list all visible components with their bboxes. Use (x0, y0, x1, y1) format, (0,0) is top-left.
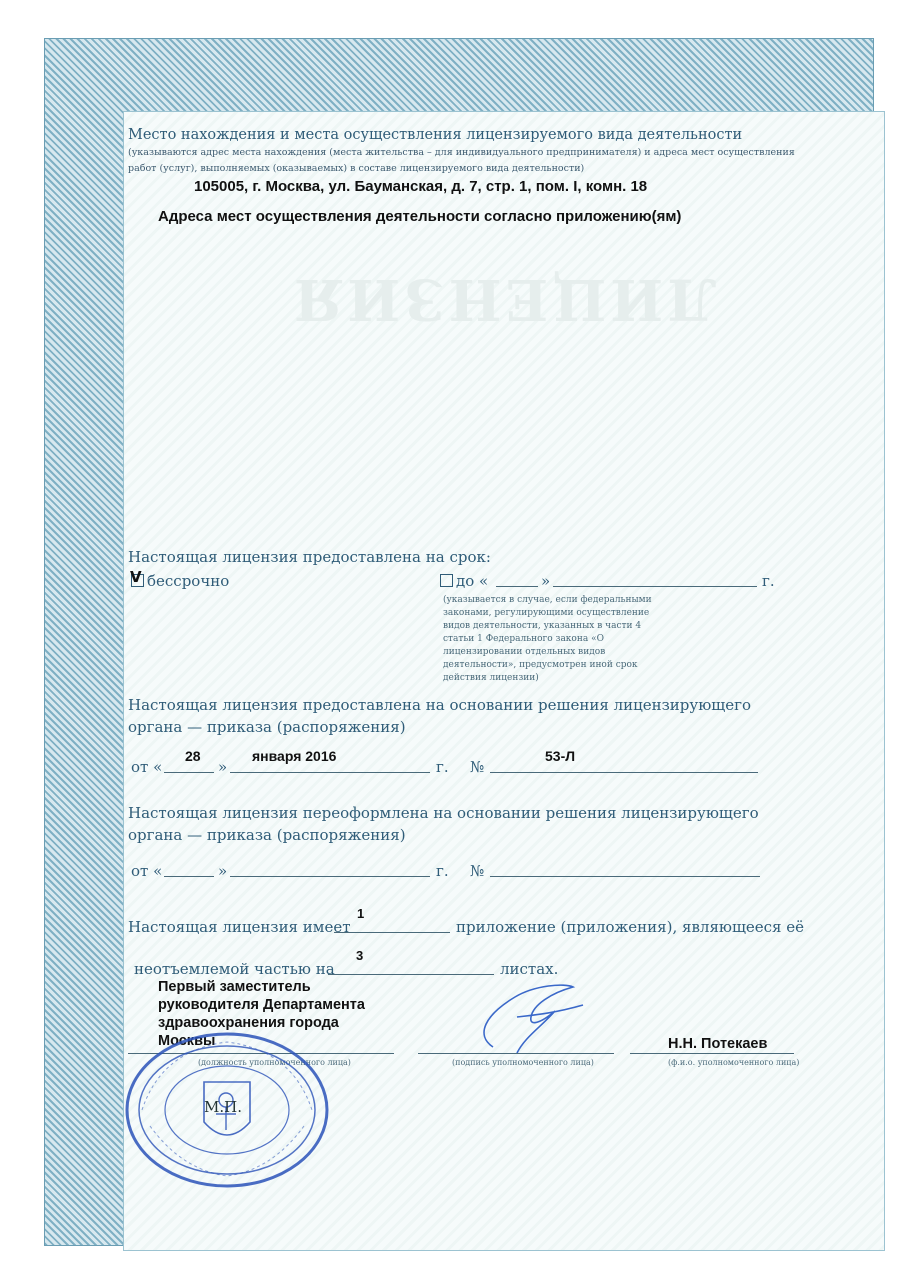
until-date-line (553, 586, 757, 587)
reissue-quote-close: » (218, 862, 228, 880)
basis-from-prefix: от « (131, 758, 163, 776)
position-line-2: руководителя Департамента (158, 997, 365, 1013)
location-heading-block (128, 127, 796, 175)
term-note: (указывается в случае, если федеральными законами, регулирующими осуществление видов деятельности, указанных в части 4 статьи 1 Федерального закона «О лицензировании отдельных видов деятельности», предусмотрен иной срок действия лицензии) (443, 595, 652, 683)
indefinite-checkbox (130, 568, 144, 587)
addresses-note: Адреса мест осуществления деятельности согласно приложению(ям) (158, 208, 682, 225)
reissue-from-prefix: от « (131, 862, 163, 880)
basis-quote-close: » (218, 758, 228, 776)
signature-line (418, 1053, 614, 1054)
appendix-count: 1 (357, 906, 365, 921)
signature-caption: (подпись уполномоченного лица) (452, 1058, 594, 1067)
sheets-prefix: неотъемлемой частью на (134, 960, 335, 978)
appendix-suffix: приложение (приложения), являющееся её (456, 918, 805, 936)
position-line-1: Первый заместитель (158, 979, 311, 995)
term-until-option (440, 572, 488, 590)
signature-stroke (484, 985, 583, 1053)
position-line-3: здравоохранения города (158, 1015, 339, 1031)
location-heading: Место нахождения и места осуществления лицензируемого вида деятельности (128, 127, 743, 143)
indefinite-label: бессрочно (147, 572, 230, 590)
reissue-label: Настоящая лицензия переоформлена на основании решения лицензирующего органа — приказа (распоряжения) (128, 804, 759, 844)
location-note: (указываются адрес места нахождения (места жительства – для индивидуального предпринимателя) и адреса мест осуществления работ (услуг), выполняемых (оказываемых) в составе лицензируемого вида деятельности) (128, 147, 795, 174)
appendix-prefix: Настоящая лицензия имеет (128, 918, 351, 936)
sheets-count: 3 (356, 948, 364, 963)
stamp-mark: М.П. (204, 1098, 242, 1116)
basis-number-line (490, 772, 758, 773)
position-line-4: Москвы (158, 1033, 216, 1049)
reissue-month-line (230, 876, 430, 877)
basis-number: 53-Л (545, 748, 576, 764)
signature (455, 975, 595, 1065)
basis-month-line (230, 772, 430, 773)
until-day-line (496, 586, 538, 587)
address-value: 105005, г. Москва, ул. Бауманская, д. 7, стр. 1, пом. I, комн. 18 (194, 178, 648, 195)
basis-number-label: № (470, 758, 485, 776)
name-line (630, 1053, 794, 1054)
until-quote-close: » (541, 572, 551, 590)
basis-day: 28 (185, 748, 201, 764)
checkmark: V (130, 568, 142, 586)
background-show-through: ЛИЦЕНЗИЯ (290, 266, 717, 332)
until-year-suffix: г. (762, 572, 775, 590)
reissue-day-line (164, 876, 214, 877)
term-label: Настоящая лицензия предоставлена на срок: (128, 548, 491, 566)
reissue-year-suffix: г. (436, 862, 449, 880)
sheets-suffix: листах. (500, 960, 559, 978)
appendix-count-line (334, 932, 450, 933)
reissue-number-line (490, 876, 760, 877)
basis-month-year: января 2016 (252, 748, 337, 764)
name-caption: (ф.и.о. уполномоченного лица) (668, 1058, 800, 1067)
term-indefinite-option (130, 568, 230, 590)
signatory-name: Н.Н. Потекаев (668, 1036, 768, 1052)
reissue-number-label: № (470, 862, 485, 880)
until-checkbox (440, 574, 453, 587)
basis-label: Настоящая лицензия предоставлена на основании решения лицензирующего органа — приказа (распоряжения) (128, 696, 752, 736)
basis-year-suffix: г. (436, 758, 449, 776)
position-caption: (должность уполномоченного лица) (198, 1058, 351, 1067)
basis-day-line (164, 772, 214, 773)
until-prefix: до « (456, 572, 489, 590)
